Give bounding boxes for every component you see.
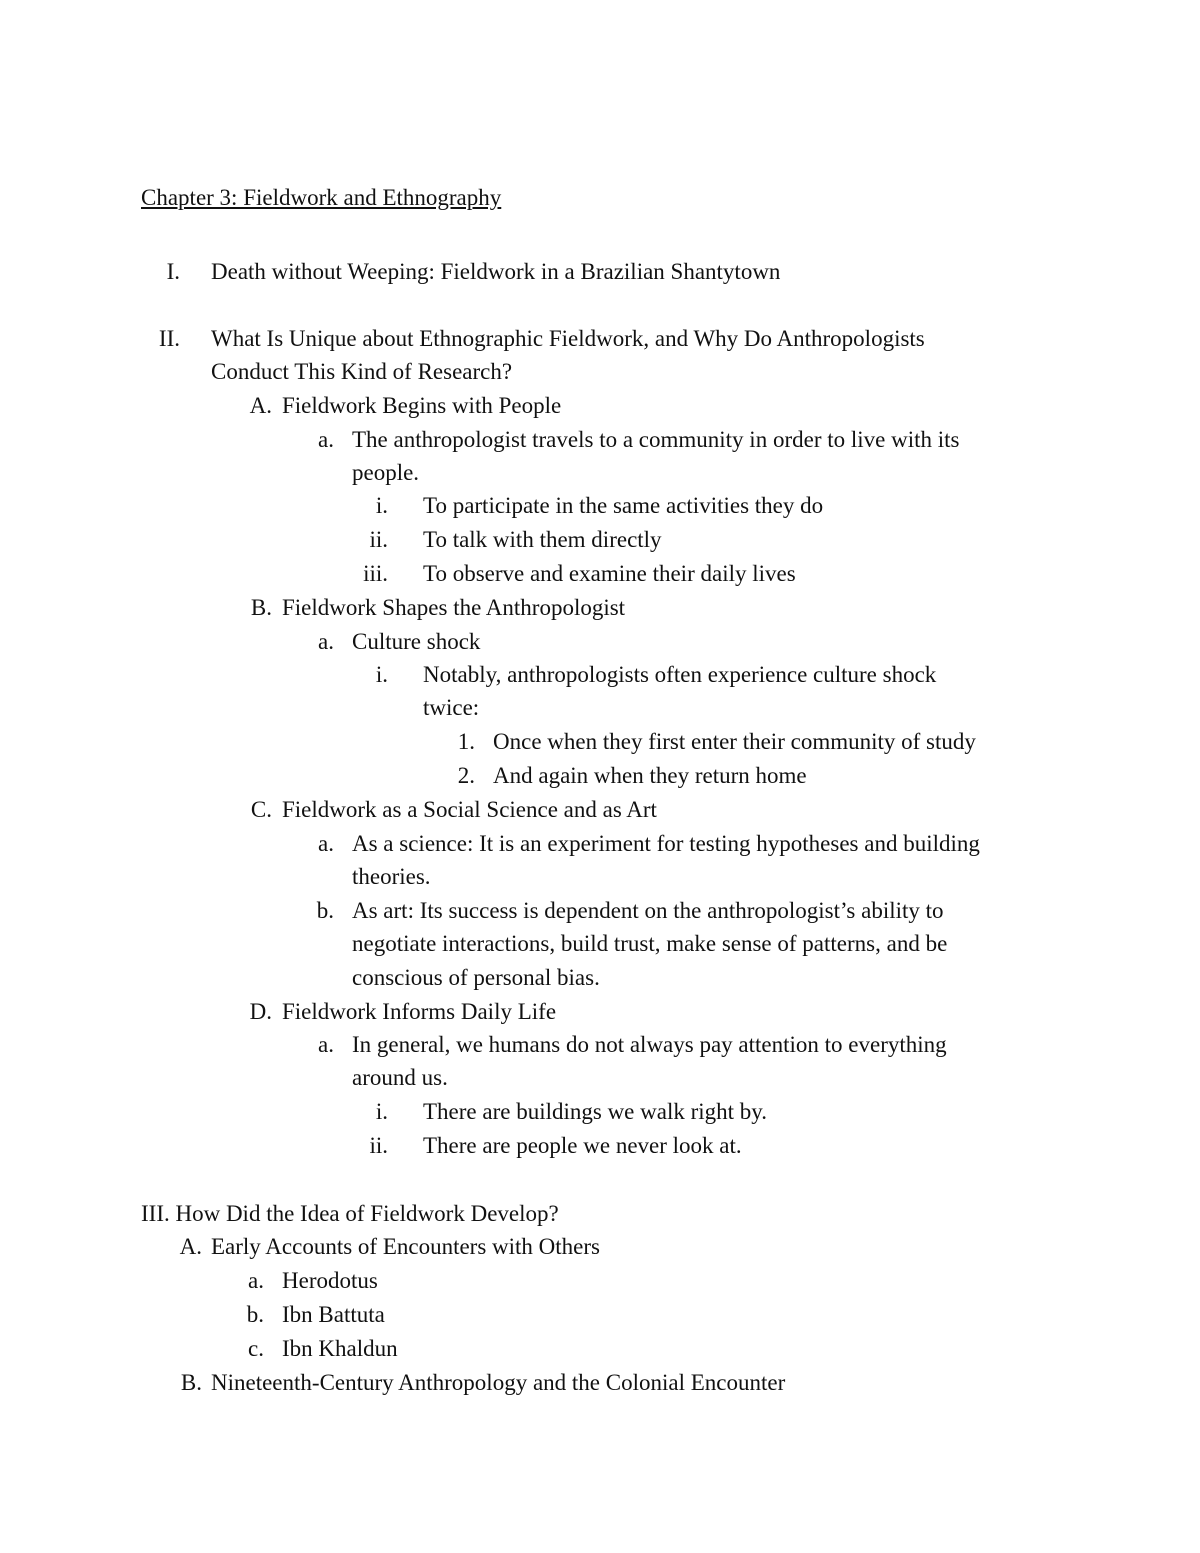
outline-text: Ibn Khaldun [282, 1336, 398, 1361]
outline-marker: a. [248, 1268, 264, 1293]
outline-text: Notably, anthropologists often experience culture shock [423, 662, 937, 687]
outline-item-level4 [340, 525, 662, 555]
outline-item-level2 [170, 1368, 785, 1398]
outline-item-level3 [300, 425, 959, 455]
outline-item-level1 [150, 324, 925, 354]
outline-marker: b. [246, 1302, 264, 1327]
outline-continuation: twice: [423, 695, 480, 720]
outline-continuation: theories. [352, 864, 431, 889]
outline-item-level3 [300, 627, 480, 657]
outline-item-level3 [300, 1030, 947, 1060]
outline-marker: A. [179, 1234, 202, 1259]
outline-item-level3 [300, 829, 980, 859]
outline-marker: a. [318, 427, 334, 452]
outline-marker: ii. [369, 527, 388, 552]
outline-item-level5 [440, 761, 807, 791]
outline-item-level2 [170, 1232, 600, 1262]
outline-marker: i. [375, 662, 388, 687]
outline-item-level4 [340, 1131, 742, 1161]
outline-item-level1 [150, 257, 780, 287]
outline-text: As a science: It is an experiment for testing hypotheses and building [352, 831, 980, 856]
outline-text: Ibn Battuta [282, 1302, 385, 1327]
page-title: Chapter 3: Fieldwork and Ethnography [141, 185, 502, 210]
outline-item-level4 [340, 559, 796, 589]
outline-text: Death without Weeping: Fieldwork in a Brazilian Shantytown [211, 259, 781, 284]
outline-text: To observe and examine their daily lives [423, 561, 796, 586]
outline-continuation: people. [352, 460, 420, 485]
outline-marker: I. [166, 259, 180, 284]
outline-item-level3 [300, 896, 944, 926]
outline-continuation: negotiate interactions, build trust, make sense of patterns, and be [352, 931, 948, 956]
outline-item-level3 [230, 1334, 398, 1364]
outline-marker: A. [249, 393, 272, 418]
outline-item-level4 [340, 660, 936, 690]
outline-marker: D. [249, 999, 272, 1024]
outline-marker: 1. [457, 729, 475, 754]
outline-item-level4 [340, 1097, 767, 1127]
outline-marker: i. [375, 493, 388, 518]
outline-text: Fieldwork Informs Daily Life [282, 999, 557, 1024]
outline-item-level4 [340, 491, 823, 521]
outline-marker: i. [375, 1099, 388, 1124]
outline-text: The anthropologist travels to a community in order to live with its [352, 427, 960, 452]
outline-text: To talk with them directly [423, 527, 662, 552]
outline-heading-level1: III. How Did the Idea of Fieldwork Develop? [141, 1201, 559, 1226]
outline-text: And again when they return home [493, 763, 807, 788]
outline-marker: 2. [457, 763, 475, 788]
outline-text: What Is Unique about Ethnographic Fieldwork, and Why Do Anthropologists [211, 326, 925, 351]
outline-marker: ii. [369, 1133, 388, 1158]
outline-marker: a. [318, 1032, 334, 1057]
outline-text: Once when they first enter their community of study [493, 729, 976, 754]
outline-marker: iii. [363, 561, 388, 586]
outline-item-level5 [440, 727, 976, 757]
outline-text: Early Accounts of Encounters with Others [211, 1234, 600, 1259]
outline-continuation: around us. [352, 1065, 448, 1090]
outline-marker: b. [316, 898, 334, 923]
outline-marker: a. [318, 831, 334, 856]
outline-item-level2 [240, 795, 657, 825]
outline-text: Fieldwork Shapes the Anthropologist [282, 595, 626, 620]
outline-item-level3 [230, 1266, 378, 1296]
outline-text: There are buildings we walk right by. [423, 1099, 768, 1124]
outline-item-level2 [240, 593, 625, 623]
outline-text: To participate in the same activities they do [423, 493, 824, 518]
outline-text: Fieldwork as a Social Science and as Art [282, 797, 657, 822]
outline-item-level2 [240, 997, 556, 1027]
outline-text: As art: Its success is dependent on the anthropologist’s ability to [352, 898, 944, 923]
outline-marker: C. [250, 797, 272, 822]
outline-text: In general, we humans do not always pay attention to everything [352, 1032, 947, 1057]
outline-item-level2 [240, 391, 561, 421]
outline-marker: a. [318, 629, 334, 654]
outline-text: There are people we never look at. [423, 1133, 742, 1158]
outline-text: Herodotus [282, 1268, 378, 1293]
outline-text: Fieldwork Begins with People [282, 393, 562, 418]
outline-item-level3 [230, 1300, 385, 1330]
outline-text: Nineteenth-Century Anthropology and the Colonial Encounter [211, 1370, 786, 1395]
outline-continuation: conscious of personal bias. [352, 965, 600, 990]
outline-marker: B. [180, 1370, 202, 1395]
outline-marker: B. [250, 595, 272, 620]
outline-text: Culture shock [352, 629, 481, 654]
outline-marker: c. [248, 1336, 264, 1361]
outline-continuation: Conduct This Kind of Research? [211, 359, 513, 384]
outline-marker: II. [158, 326, 180, 351]
